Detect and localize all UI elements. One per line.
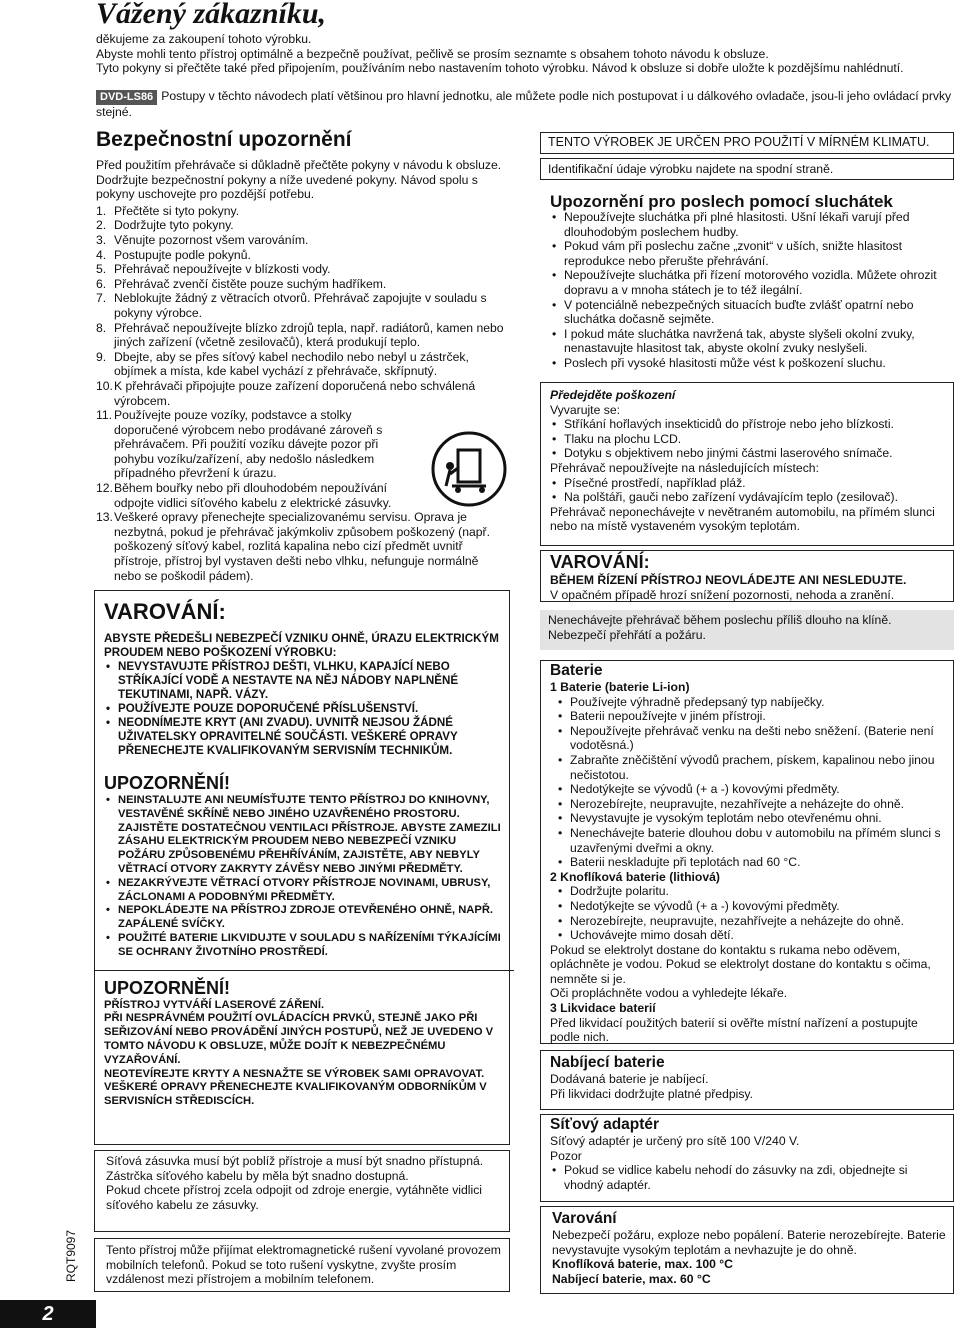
socket-line: Zástrčka síťového kabelu by měla být snadno dostupná. — [106, 1168, 409, 1183]
list-item: • Písečné prostředí, například pláž. — [550, 476, 952, 491]
prevent-car: Přehrávač neponechávejte v nevětraném automobilu, na přímém slunci nebo na místě vystaveném vysokým teplotám. — [550, 504, 935, 534]
cart-tipover-icon — [430, 430, 508, 508]
identification-text: Identifikační údaje výrobku najdete na spodní straně. — [548, 162, 834, 176]
warning-list — [104, 660, 504, 758]
list-item: 2. Dodržujte tyto pokyny. — [96, 218, 234, 233]
prevent-list — [550, 417, 952, 461]
list-item: • Nedotýkejte se vývodů (+ a -) kovovými předměty. — [556, 899, 950, 914]
list-item: • Nerozebírejte, neupravujte, nezahřívejte a neházejte do ohně. — [556, 914, 950, 929]
page-number: 2 — [0, 1300, 96, 1328]
list-item: • Nenechávejte baterie dlouhou dobu v automobilu na přímém slunci s uzavřenými dveřmi a okny. — [556, 826, 950, 855]
battery-leak: Pokud se elektrolyt dostane do kontaktu s rukama nebo oděvem, opláchněte je vodou. Pokud se elektrolyt dostane do kontaktu s očima, nemněte si je. — [550, 942, 931, 986]
list-item: • Nerozebírejte, neupravujte, nezahřívejte a neházejte do ohně. — [556, 797, 950, 812]
list-item: • Nepoužívejte sluchátka při plné hlasitosti. Ušní lékaři varují před dlouhodobým poslechem hudby. — [550, 210, 952, 239]
socket-line: Síťová zásuvka musí být poblíž přístroje a musí být snadno přístupná. — [106, 1154, 484, 1168]
prevent-title: Předejděte poškození — [550, 388, 676, 402]
battery-sub3: 3 Likvidace baterií — [550, 1001, 656, 1016]
model-note-text: Postupy v těchto návodech platí většinou pro hlavní jednotku, ale můžete podle nich postupovat i u dálkového ovladače, jsou-li jeho ovládací prvky stejné. — [96, 89, 952, 119]
list-item: • I pokud máte sluchátka navržená tak, abyste slyšeli okolní zvuky, nenastavujte hlasitost tak, abyste okolní zvuky neslyšeli. — [550, 327, 952, 356]
safety-section — [96, 158, 506, 583]
list-item: • Pokud se vidlice kabelu nehodí do zásuvky na zdi, objednejte si vhodný adaptér. — [550, 1163, 950, 1192]
warning-content — [104, 598, 504, 1109]
battery-sub2: 2 Knoflíková baterie (lithiová) — [550, 869, 720, 884]
list-item: • Tlaku na plochu LCD. — [550, 432, 952, 447]
list-item: 5. Přehrávač nepoužívejte v blízkosti vody. — [96, 262, 331, 277]
rechargeable-line: Při likvidaci dodržujte platné předpisy. — [550, 1086, 753, 1101]
prevent-places-list — [550, 476, 952, 505]
list-item: • V potenciálně nebezpečných situacích buďte zvlášť opatrní nebo sluchátka dočasně sejměte. — [550, 298, 952, 327]
laser-line: PŘÍSTROJ VYTVÁŘÍ LASEROVÉ ZÁŘENÍ. — [104, 998, 325, 1011]
emi-text: Tento přístroj může přijímat elektromagnetické rušení vyvolané provozem mobilních telefonů. Pokud se toto rušení vyskytne, zvyšte prosím vzdálenost mezi přístrojem a mobilním telefonem. — [106, 1243, 501, 1287]
driving-warning-bold: BĚHEM ŘÍZENÍ PŘÍSTROJ NEOVLÁDEJTE ANI NESLEDUJTE. — [550, 573, 907, 587]
list-item: • Nepoužívejte přehrávač venku na dešti nebo sněžení. (Baterie není vodotěsná.) — [556, 724, 950, 753]
driving-warning-content — [550, 551, 952, 602]
list-item: • Stříkání hořlavých insekticidů do přístroje nebo jeho blízkosti. — [550, 417, 952, 432]
safety-list — [96, 204, 506, 583]
adapter-content — [550, 1116, 950, 1192]
final-warning-title: Varování — [552, 1210, 617, 1227]
list-item: • NEZAKRÝVEJTE VĚTRACÍ OTVORY PŘÍSTROJE NOVINAMI, UBRUSY, ZÁCLONAMI A PODOBNÝMI PŘEDMĚTY. — [104, 877, 504, 905]
climate-text: TENTO VÝROBEK JE URČEN PRO POUŽITÍ V MÍRNÉM KLIMATU. — [548, 135, 930, 149]
list-item: 1. Přečtěte si tyto pokyny. — [96, 203, 240, 218]
laser-caution-title: UPOZORNĚNÍ! — [104, 977, 230, 998]
laser-line: NEOTEVÍREJTE KRYTY A NESNAŽTE SE VÝROBEK SAMI OPRAVOVAT. VEŠKERÉ OPRAVY PŘENECHEJTE KVALIFIKOVANÝM ODBORNÍKŮM V SERVISNÍCH STŘEDISCÍCH. — [104, 1067, 487, 1108]
list-item: 9. Dbejte, aby se přes síťový kabel nechodilo nebo nebyl u zástrček, objímek a místa, kde kabel vychází z přehrávače, skřípnutý. — [96, 349, 469, 379]
intro-text — [96, 32, 956, 76]
list-item: • Uchovávejte mimo dosah dětí. — [556, 928, 950, 943]
lap-warning-text: Nenechávejte přehrávač během poslechu příliš dlouho na klíně. Nebezpečí přehřátí a požáru. — [548, 613, 892, 642]
model-note — [96, 89, 956, 120]
final-warning-content — [552, 1210, 948, 1286]
final-warning-bold: Knoflíková baterie, max. 100 °C — [552, 1257, 733, 1272]
list-item: • Nedotýkejte se vývodů (+ a -) kovovými předměty. — [556, 782, 950, 797]
list-item: • Na polštáři, gauči nebo zařízení vydávajícím teplo (zesilovač). — [550, 490, 952, 505]
list-item: • NEPOKLÁDEJTE NA PŘÍSTROJ ZDROJE OTEVŘENÉHO OHNĚ, NAPŘ. ZAPÁLENÉ SVÍČKY. — [104, 904, 504, 932]
socket-text — [106, 1154, 501, 1212]
intro-line: Tyto pokyny si přečtěte také před připojením, používáním nebo nastavením tohoto výrobku. Návod k obsluze si dobře uložte k pozdějšímu nahlédnutí. — [96, 61, 904, 76]
list-item: • Nevystavujte je vysokým teplotám nebo otevřenému ohni. — [556, 811, 950, 826]
list-item: • POUŽITÉ BATERIE LIKVIDUJTE V SOULADU S NAŘÍZENÍMI TÝKAJÍCÍMI SE OCHRANY ŽIVOTNÍHO PROSTŘEDÍ. — [104, 932, 504, 960]
adapter-title: Síťový adaptér — [550, 1116, 660, 1133]
page-title: Vážený zákazníku, — [96, 0, 327, 30]
rechargeable-content — [550, 1054, 950, 1101]
model-badge: DVD-LS86 — [96, 90, 157, 105]
list-item: • NEINSTALUJTE ANI NEUMÍSŤUJTE TENTO PŘÍSTROJ DO KNIHOVNY, VESTAVĚNÉ SKŘÍNĚ NEBO JINÉHO UZAVŘENÉHO PROSTORU. ZAJISTĚTE DOSTATEČNOU VENTILACI PŘÍSTROJE. ABYSTE ZAMEZILI ZÁSAHU ELEKTRICKÝM PROUDEM NEBO NEBEZPEČÍ VZNIKU POŽÁRU ZPŮSOBENÉMU PŘEHŘÍVÁNÍM, ZAJISTĚTE, ABY NEBYLY VĚTRACÍ OTVORY ZAKRYTY ZÁVĚSY NEBO JINÝMI PŘEDMĚTY. — [104, 794, 504, 877]
rechargeable-title: Nabíjecí baterie — [550, 1054, 665, 1071]
battery-sub1: 1 Baterie (baterie Li-ion) — [550, 680, 690, 694]
battery-list-1 — [550, 695, 950, 870]
list-item: • Dodržujte polaritu. — [556, 884, 950, 899]
list-item: • Zabraňte zněčištění vývodů prachem, pískem, kapalinou nebo jinou nečistotou. — [556, 753, 950, 782]
prevent-damage-content — [550, 388, 952, 534]
list-item: 8. Přehrávač nepoužívejte blízko zdrojů tepla, např. radiátorů, kamen nebo jiných zařízení (včetně zesilovačů), která produkují teplo. — [96, 320, 504, 350]
battery-dispose: Před likvidací použitých baterií si ověřte místní nařízení a postupujte podle nich. — [550, 1015, 918, 1045]
battery-list-2 — [550, 884, 950, 942]
list-item: 3. Věnujte pozornost všem varováním. — [96, 232, 309, 247]
driving-warning-title: VAROVÁNÍ: — [550, 552, 650, 572]
safety-title: Bezpečnostní upozornění — [96, 128, 352, 151]
document-code: RQT9097 — [64, 1229, 78, 1282]
warning-lead: ABYSTE PŘEDEŠLI NEBEZPEČÍ VZNIKU OHNĚ, ÚRAZU ELEKTRICKÝM PROUDEM NEBO POŠKOZENÍ VÝROBKU: — [104, 632, 499, 659]
list-item: • Používejte výhradně předepsaný typ nabíječky. — [556, 695, 950, 710]
headphones-title: Upozornění pro poslech pomocí sluchátek — [550, 192, 893, 211]
list-item: • Baterii neskladujte při teplotách nad 60 °C. — [556, 855, 950, 870]
list-item: • Poslech při vysoké hlasitosti může vést k poškození sluchu. — [550, 356, 952, 371]
intro-line: Abyste mohli tento přístroj optimálně a bezpečně používat, pečlivě se prosím seznamte s obsahem tohoto návodu k obsluze. — [96, 46, 769, 61]
list-item: • POUŽÍVEJTE POUZE DOPORUČENÉ PŘÍSLUŠENSTVÍ. — [104, 702, 504, 716]
prevent-places: Přehrávač nepoužívejte na následujících místech: — [550, 460, 819, 475]
list-item: 7. Neblokujte žádný z větracích otvorů. Přehrávač zapojujte v souladu s pokyny výrobce. — [96, 291, 487, 320]
battery-content — [550, 662, 950, 1045]
list-item: • NEODNÍMEJTE KRYT (ANI ZVADU). UVNITŘ NEJSOU ŽÁDNÉ UŽIVATELSKY OPRAVITELNÉ SOUČÁSTI. VEŠKERÉ OPRAVY PŘENECHEJTE KVALIFIKOVANÝM SERVISNÍM TECHNIKŮM. — [104, 716, 504, 758]
socket-line: Pokud chcete přístroj zcela odpojit od zdroje energie, vytáhněte vidlici síťového kabelu ze zásuvky. — [106, 1183, 482, 1212]
list-item: • NEVYSTAVUJTE PŘÍSTROJ DEŠTI, VLHKU, KAPAJÍCÍ NEBO STŘÍKAJÍCÍ VODĚ A NESTAVTE NA NĚJ NÁDOBY NAPLNĚNÉ TEKUTINAMI, NAPŘ. VÁZY. — [104, 660, 504, 702]
adapter-caution: Pozor — [550, 1148, 582, 1163]
final-warning-text: Nebezpečí požáru, exploze nebo popálení. Baterie nerozebírejte. Baterie nevystavujte vysokým teplotám a nevhazujte je do ohně. — [552, 1228, 946, 1257]
adapter-list — [550, 1163, 950, 1192]
safety-intro: Před použitím přehrávače si důkladně přečtěte pokyny v návodu k obsluze. Dodržujte bezpečnostní pokyny a níže uvedené pokyny. Návod spolu s pokyny uschovejte pro pozdější potřebu. — [96, 158, 502, 202]
caution-title: UPOZORNĚNÍ! — [104, 773, 230, 793]
laser-caution-text — [104, 999, 504, 1109]
list-item: 10. K přehrávači připojujte pouze zařízení doporučená nebo schválená výrobcem. — [96, 378, 476, 408]
driving-warning-text: V opačném případě hrozí snížení pozornosti, nehoda a zranění. — [550, 587, 895, 602]
adapter-line: Síťový adaptér je určený pro sítě 100 V/240 V. — [550, 1134, 800, 1148]
laser-line: PŘI NESPRÁVNÉM POUŽITÍ OVLÁDACÍCH PRVKŮ, STEJNĚ JAKO PŘI SEŘIZOVÁNÍ NEBO PROVÁDĚNÍ JINÝCH POSTUPŮ, NEŽ JE UVEDENO V TOMTO NÁVODU K OBSLUZE, MŮŽE DOJÍT K NEBEZPEČNÉMU VYZAŘOVÁNÍ. — [104, 1012, 494, 1066]
caution-list — [104, 794, 504, 960]
battery-title: Baterie — [550, 662, 603, 679]
prevent-avoid: Vyvarujte se: — [550, 402, 620, 417]
list-item: 13. Veškeré opravy přenechejte specializovanému servisu. Oprava je nezbytná, pokud je přehrávač jakýmkoliv způsobem poškozený (např. poškozený síťový kabel, rozlitá kapalina nebo cizí předmět uvnitř přístroje, přístroj byl vystaven dešti nebo vlhku, nefunguje normálně nebo se poškodil pádem). — [96, 510, 490, 583]
list-item: 4. Postupujte podle pokynů. — [96, 247, 251, 262]
list-item: • Pokud vám při poslechu začne „zvonit“ v uších, snižte hlasitost reprodukce nebo přerušte přehrávání. — [550, 239, 952, 268]
list-item: • Baterii nepoužívejte v jiném přístroji. — [556, 709, 950, 724]
headphones-list — [550, 210, 952, 371]
rechargeable-line: Dodávaná baterie je nabíjecí. — [550, 1072, 709, 1086]
list-item: 6. Přehrávač zvenčí čistěte pouze suchým hadříkem. — [96, 276, 387, 291]
final-warning-bold: Nabíjecí baterie, max. 60 °C — [552, 1271, 711, 1286]
list-item: • Nepoužívejte sluchátka při řízení motorového vozidla. Můžete ohrozit dopravu a v mnoha státech je to též ilegální. — [550, 268, 952, 297]
warning-title: VAROVÁNÍ: — [104, 599, 226, 624]
intro-line: děkujeme za zakoupení tohoto výrobku. — [96, 32, 312, 46]
list-item: 12. Během bouřky nebo při dlouhodobém nepoužívání odpojte vidlici síťového kabelu z elektrické zásuvky. — [96, 481, 392, 510]
battery-eyes: Oči propláchněte vodou a vyhledejte lékaře. — [550, 986, 788, 1001]
list-item: 11. Používejte pouze vozíky, podstavce a stolky doporučené výrobcem nebo prodávané zároveň s přehrávačem. Při použití vozíku dávejte pozor při pohybu vozíku/zařízení, aby nedošlo následkem případného převržení k úrazu. — [96, 408, 383, 481]
list-item: • Dotyku s objektivem nebo jinými částmi laserového snímače. — [550, 446, 952, 461]
